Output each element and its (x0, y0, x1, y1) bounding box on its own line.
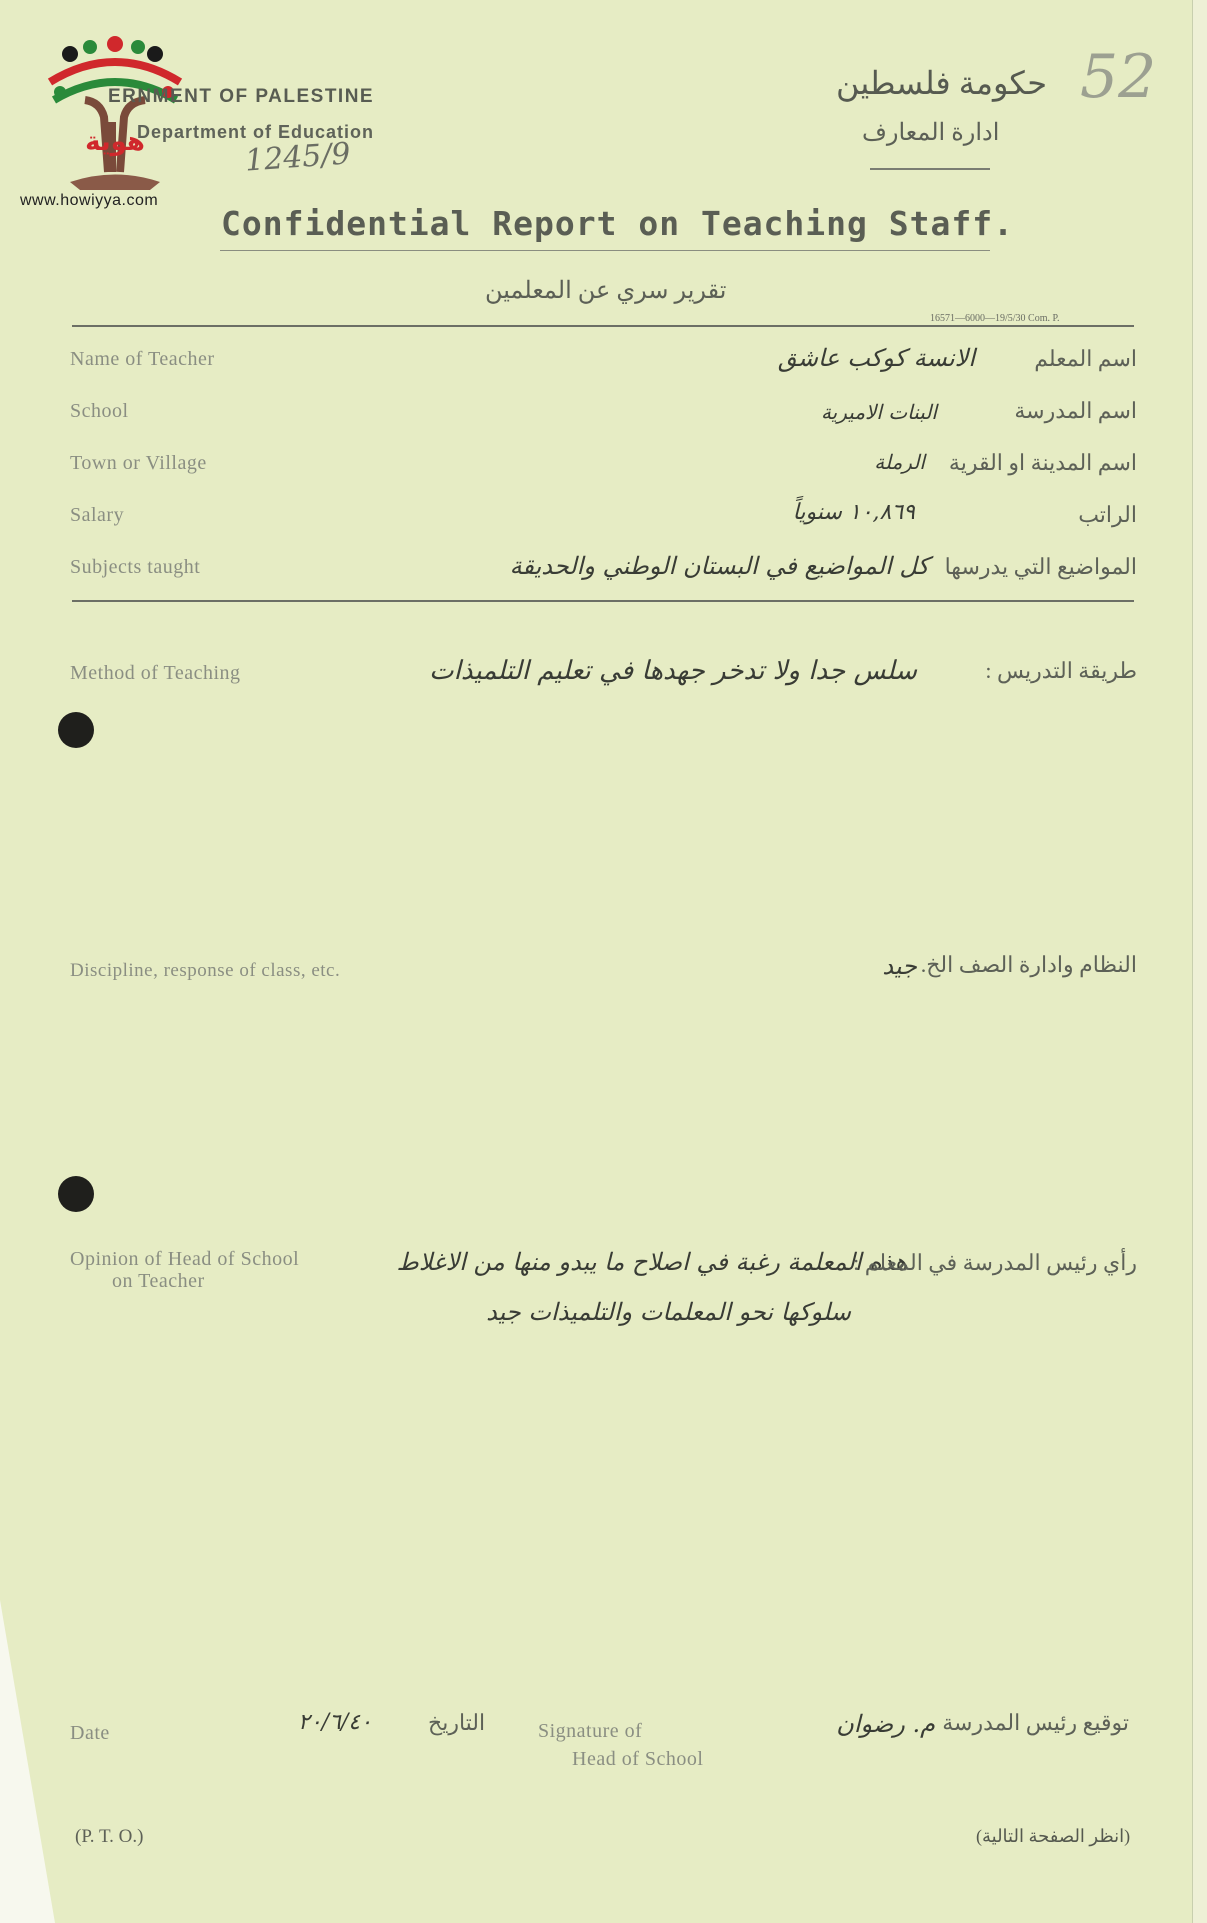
opinion-label-en-line1: Opinion of Head of School (70, 1248, 300, 1270)
method-label-ar: طريقة التدريس : (985, 658, 1137, 683)
discipline-label-ar: النظام وادارة الصف الخ. (920, 952, 1137, 977)
opinion-value-line2: سلوكها نحو المعلمات والتلميذات جيد (486, 1298, 851, 1326)
watermark-url: www.howiyya.com (20, 192, 159, 209)
signature-label-en-line1: Signature of (538, 1720, 643, 1742)
field-label-town-ar: اسم المدينة او القرية (948, 450, 1137, 475)
field-label-subjects-ar: المواضيع التي يدرسها (944, 554, 1137, 579)
field-label-town-en: Town or Village (70, 452, 207, 474)
field-label-school-ar: اسم المدرسة (1014, 398, 1137, 423)
field-value-subjects: كل المواضيع في البستان الوطني والحديقة (509, 552, 929, 580)
date-value: ٢٠/٦/٤٠ (298, 1710, 372, 1735)
signature-value: م. رضوان (836, 1710, 935, 1738)
department-heading-ar: ادارة المعارف (862, 120, 1000, 146)
discipline-value: جيد (882, 952, 917, 980)
punch-hole (58, 1176, 94, 1212)
field-label-subjects-en: Subjects taught (70, 556, 201, 578)
field-label-salary-ar: الراتب (1078, 502, 1137, 527)
heading-divider (870, 168, 990, 170)
date-label-ar: التاريخ (428, 1710, 486, 1735)
method-label-en: Method of Teaching (70, 662, 241, 684)
method-value: سلس جدا ولا تدخر جهدها في تعليم التلميذات (429, 656, 917, 686)
field-value-town: الرملة (874, 450, 925, 474)
reference-number: 1245/9 (243, 136, 352, 179)
government-heading-ar: حكومة فلسطين (836, 65, 1047, 101)
field-value-salary: ١٠,٨٦٩ سنوياً (792, 500, 915, 525)
field-label-name-en: Name of Teacher (70, 348, 215, 370)
discipline-label-en: Discipline, response of class, etc. (70, 960, 341, 981)
field-label-name-ar: اسم المعلم (1034, 346, 1137, 371)
page-number: 52 (1080, 42, 1157, 112)
signature-label-ar: توقيع رئيس المدرسة (942, 1710, 1129, 1735)
report-title-ar: تقرير سري عن المعلمين (485, 278, 727, 304)
field-label-salary-en: Salary (70, 504, 125, 526)
fields-rule (72, 600, 1134, 602)
opinion-value-line1: هذه المعلمة رغبة في اصلاح ما يبدو منها من الاغلاط (396, 1248, 907, 1276)
report-title-en: Confidential Report on Teaching Staff. (221, 204, 1014, 243)
punch-hole (58, 712, 94, 748)
page-corner-fold (0, 1600, 55, 1923)
field-value-name: الانسة كوكب عاشق (777, 344, 975, 372)
government-heading-en: ERNMENT OF PALESTINE (108, 86, 375, 107)
top-rule (72, 325, 1134, 327)
see-next-page-ar: (انظر الصفحة التالية) (976, 1826, 1131, 1846)
title-underline (220, 250, 990, 251)
logo-text: هوية (85, 127, 145, 157)
date-label-en: Date (70, 1722, 110, 1744)
field-label-school-en: School (70, 400, 129, 422)
opinion-label-en-line2: on Teacher (112, 1270, 205, 1292)
form-code: 16571—6000—19/5/30 Com. P. (930, 313, 1060, 324)
field-value-school: البنات الاميرية (820, 400, 937, 424)
pto-note: (P. T. O.) (75, 1826, 144, 1847)
opinion-label-ar: رأي رئيس المدرسة في المعلم : (853, 1250, 1137, 1275)
department-heading-en: Department of Education (137, 122, 375, 142)
signature-label-en-line2: Head of School (572, 1748, 704, 1770)
